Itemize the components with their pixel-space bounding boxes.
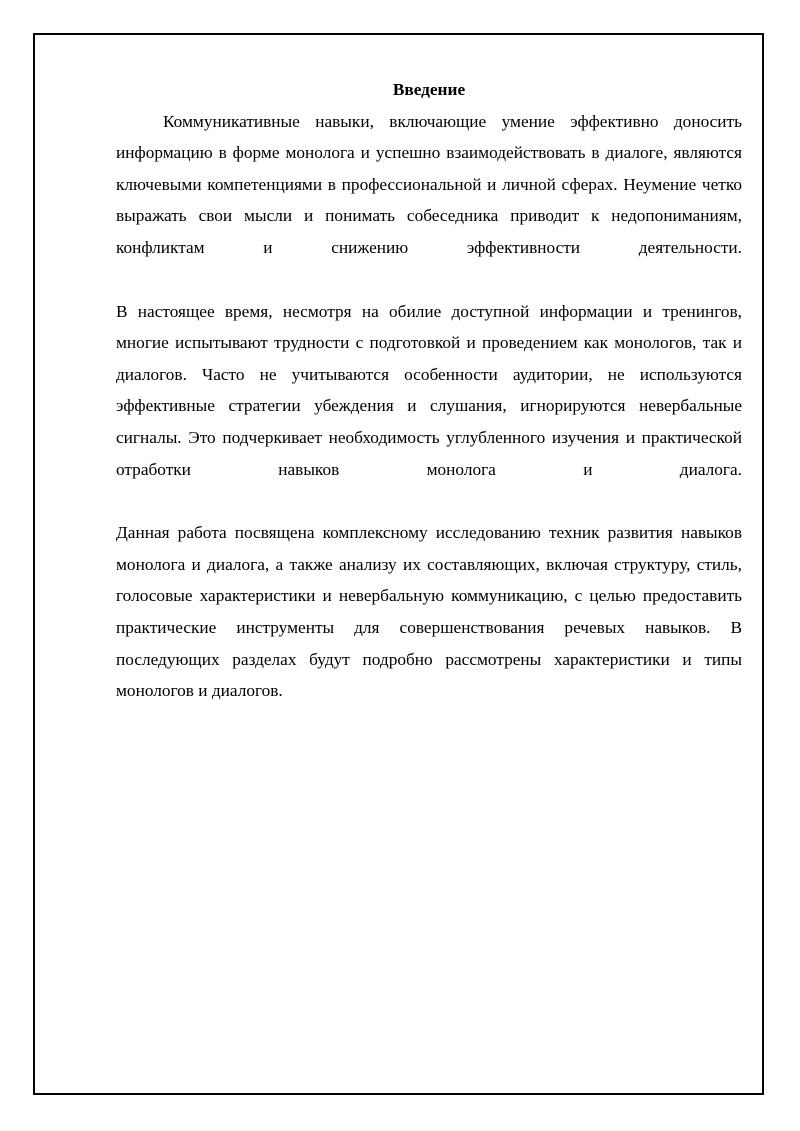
paragraph-intro: Коммуникативные навыки, включающие умение эффективно доносить информацию в форме монолога и успешно взаимодействовать в диалоге, являются ключевыми компетенциями в профессиональной и личной сферах. Неумение четко выражать свои мысли и понимать собеседника приводит к недопониманиям, конфликтам и снижению эффективности деятельности. [116,111,742,257]
paragraph-gap [116,264,742,296]
document-title: Введение [392,80,466,99]
paragraph-gap [116,485,742,517]
paragraph-work-purpose: Данная работа посвящена комплексному исследованию техник развития навыков монолога и диалога, а также анализу их составляющих, включая структуру, стиль, голосовые характеристики и невербальную коммуникацию, с целью предоставить практические инструменты для совершенствования речевых навыков. В последующих разделах будут подробно рассмотрены характеристики и типы монологов и диалогов. [116,523,742,701]
paragraph-current-state: В настоящее время, несмотря на обилие доступной информации и тренингов, многие испытывают трудности с подготовкой и проведением как монологов, так и диалогов. Часто не учитываются особенности аудитории, не используются эффективные стратегии убеждения и слушания, игнорируются невербальные сигналы. Это подчеркивает необходимость углубленного изучения и практической отработки навыков монолога и диалога. [116,301,742,479]
document-body [116,74,742,707]
